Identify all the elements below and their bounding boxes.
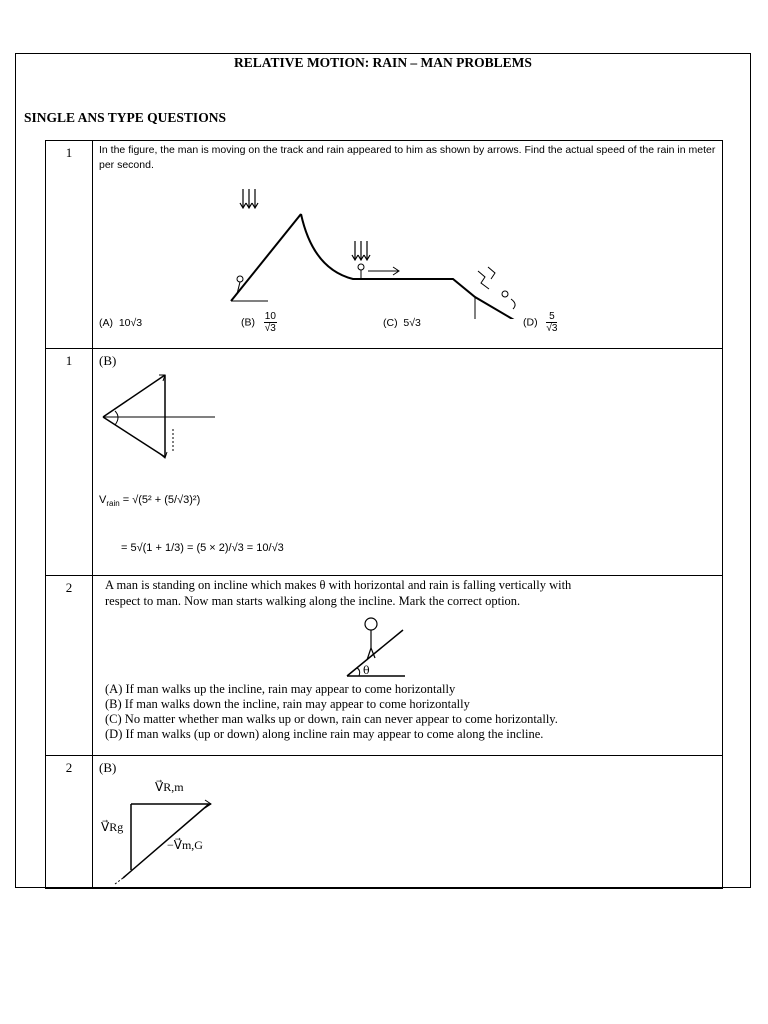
answer-row-2 — [46, 756, 723, 889]
option-b: (B) If man walks down the incline, rain may appear to come horizontally — [105, 697, 470, 711]
answer-option: (B) — [99, 760, 117, 775]
question-text: In the figure, the man is moving on the track and rain appeared to him as shown by arrows. Find the actual speed of the rain in meter per second. — [99, 144, 716, 171]
label-vrg: V⃗Rg — [101, 820, 124, 834]
question-row-1 — [46, 141, 723, 349]
option-c: (C) 5√3 — [383, 317, 421, 329]
section-heading: SINGLE ANS TYPE QUESTIONS — [24, 110, 226, 125]
answer-body — [93, 349, 723, 576]
question-row-2 — [46, 576, 723, 756]
option-b: (B) $\frac{10}{√3}$ — [241, 311, 276, 334]
answer-number: 1 — [46, 349, 93, 576]
option-a: (A) If man walks up the incline, rain may appear to come horizontally — [105, 682, 456, 696]
track-figure — [213, 179, 543, 319]
label-vmg: −V⃗m,G — [167, 838, 203, 852]
incline-figure — [343, 614, 423, 684]
equation-line-2: = 5√(1 + 1/3) = (5 × 2)/√3 = 10/√3 — [121, 542, 284, 554]
options-list — [105, 682, 558, 742]
page-title: RELATIVE MOTION: RAIN – MAN PROBLEMS — [234, 55, 532, 70]
option-d: (D) $\frac{5}{√3}$ — [523, 311, 558, 334]
document-page — [15, 53, 751, 888]
option-c: (C) No matter whether man walks up or down, rain can never appear to come horizontally. — [105, 712, 558, 726]
question-body — [93, 141, 723, 349]
question-text: A man is standing on incline which makes θ with horizontal and rain is falling vertically with respect to man. Now man starts walking along the incline. Mark the correct option. — [105, 578, 572, 608]
equation-line-1: $V_{rain} = √(5^2 + (5/√3)^2)$ — [99, 494, 201, 509]
label-vrm: V⃗R,m — [155, 780, 184, 794]
answer-number: 2 — [46, 756, 93, 889]
question-number: 1 — [46, 141, 93, 349]
question-body — [93, 576, 723, 756]
vector-diagram — [97, 369, 237, 469]
answer-body — [93, 756, 723, 889]
question-number: 2 — [46, 576, 93, 756]
svg-text:θ: θ — [363, 664, 370, 677]
option-a: (A) 10√3 — [99, 317, 143, 329]
answer-row-1 — [46, 349, 723, 576]
option-d: (D) If man walks (up or down) along incline rain may appear to come along the incline. — [105, 727, 544, 741]
answer-option: (B) — [99, 353, 117, 368]
questions-table — [45, 140, 723, 889]
